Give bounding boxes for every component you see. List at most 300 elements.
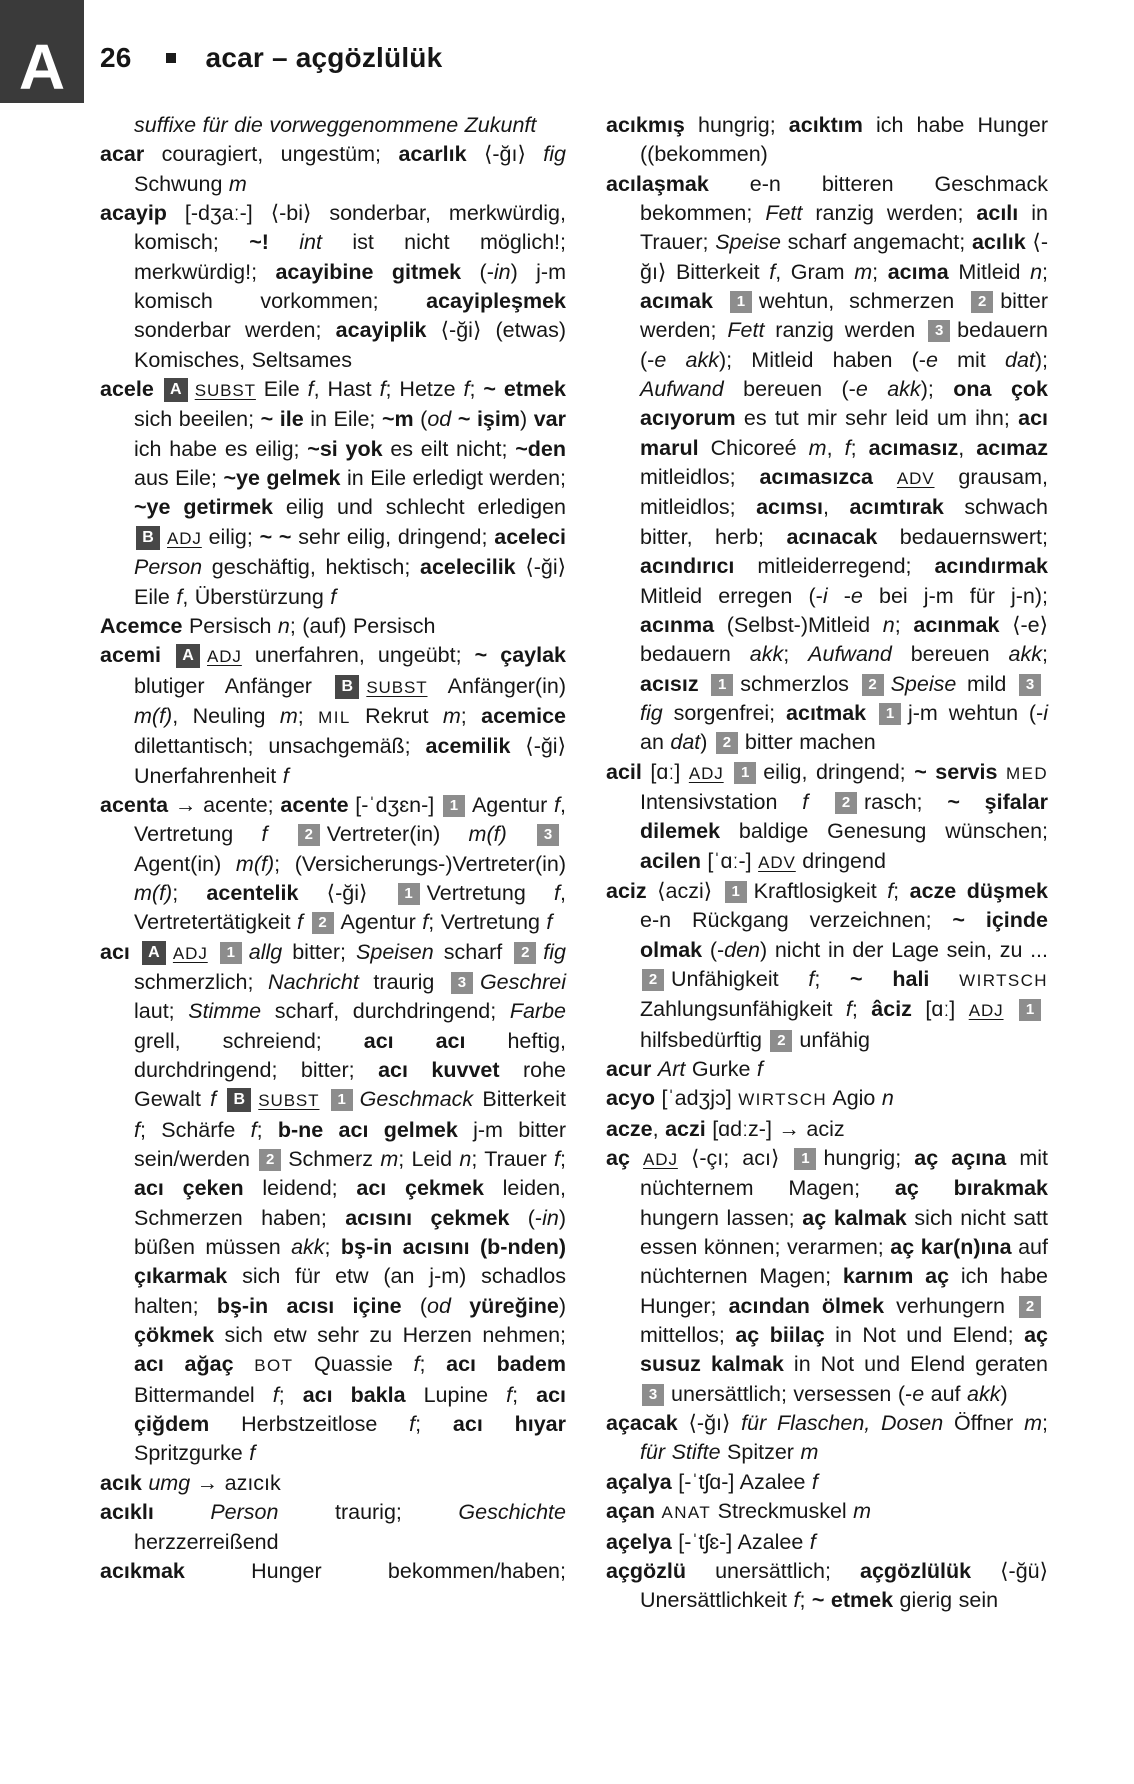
entry-text: m — [380, 1147, 399, 1172]
sense-number-marker: 1 — [1019, 999, 1041, 1021]
entry-bold-text: yüreğine — [469, 1293, 559, 1318]
entry-text: - — [827, 583, 851, 608]
entry-text: ; — [560, 1147, 566, 1172]
entry-text: mittellos; — [640, 1323, 736, 1348]
entry-text: Bitterkeit — [473, 1087, 566, 1112]
subject-label: ANAT — [661, 1503, 712, 1523]
entry-text: f — [802, 789, 809, 814]
entry-text: f — [249, 1441, 256, 1466]
entry-text: ( — [413, 407, 428, 432]
entry-text: Rekrut — [350, 703, 443, 728]
entry-text: f — [409, 1412, 416, 1437]
entry-text: ; — [512, 1382, 537, 1407]
entry-bold-text: acı çeken — [134, 1176, 244, 1201]
entry-text — [1004, 997, 1017, 1021]
entry-text: m(f) — [134, 703, 173, 728]
entry-bold-text: acınma — [640, 612, 715, 637]
dictionary-entry-acenta — [100, 791, 566, 938]
entry-text: , — [823, 495, 850, 520]
entry-text: mild — [956, 671, 1017, 696]
entry-text: grausam, mitleidlos; — [640, 465, 1048, 520]
entry-text: od — [426, 1293, 451, 1318]
entry-bold-text: ~si yok — [307, 436, 383, 461]
pos-label: ADV — [758, 852, 796, 872]
entry-text: umg — [148, 1470, 191, 1495]
entry-text: , — [958, 435, 977, 460]
entry-text: ⟨-ğı⟩ — [677, 1411, 742, 1436]
entry-text: ) — [1000, 1381, 1008, 1406]
entry-text: m — [808, 435, 827, 460]
entry-text: m(f) — [235, 851, 275, 876]
subject-label: WIRTSCH — [959, 970, 1048, 990]
entry-text: mit — [937, 347, 1005, 372]
entry-text — [866, 701, 877, 725]
subject-label: WIRTSCH — [738, 1090, 828, 1110]
entry-text: f — [554, 880, 561, 905]
entry-text: m — [279, 703, 298, 728]
entry-text: [ˈadʒjɔ] — [655, 1086, 739, 1111]
entry-text: ; — [460, 703, 482, 728]
sense-letter-marker: B — [335, 675, 359, 699]
entry-text: [-ˈtʃɛ-] Azalee — [671, 1529, 810, 1554]
entry-text: es eilt nicht; — [382, 436, 516, 461]
dictionary-entry-suffix-note — [100, 111, 566, 140]
entry-text: f — [463, 377, 470, 402]
entry-text: bitter; — [282, 939, 357, 964]
entry-text: rasch; — [863, 789, 948, 814]
pos-label: ADJ — [688, 763, 724, 783]
pos-label: ADJ — [643, 1150, 678, 1170]
entry-text: f — [811, 1469, 818, 1494]
entry-text: f — [809, 1529, 816, 1554]
entry-text: Aufwand — [808, 642, 892, 667]
subject-label: BOT — [254, 1356, 294, 1376]
entry-text: Chicoreé — [698, 435, 809, 460]
entry-text: verhungern — [884, 1293, 1018, 1318]
entry-bold-text: acı badem — [446, 1352, 566, 1377]
entry-text: rohe Gewalt — [134, 1058, 566, 1112]
entry-text: akk — [749, 642, 784, 667]
entry-bold-text: acıktım — [788, 113, 863, 137]
entry-text — [130, 940, 140, 964]
entry-text: f — [769, 259, 776, 284]
entry-bold-text: var — [533, 407, 566, 432]
entry-bold-text: ~ etmek — [483, 377, 566, 402]
entry-bold-text: acı — [100, 939, 130, 964]
entry-text: Speise — [715, 230, 781, 255]
entry-bold-text: aç bırakmak — [894, 1176, 1048, 1201]
entry-text: ranzig werden — [764, 318, 927, 343]
entry-text: , Hast — [313, 377, 380, 402]
dictionary-entry-acemce — [100, 612, 566, 641]
entry-bold-text: aciz — [606, 878, 647, 903]
entry-text: ) — [519, 407, 534, 432]
entry-bold-text: ~ servis — [914, 759, 998, 784]
entry-text: (- — [509, 1205, 543, 1230]
entry-text — [234, 1352, 255, 1376]
entry-text: n — [881, 1086, 894, 1111]
entry-text: f — [210, 1087, 217, 1112]
entry-text: Streckmuskel — [711, 1499, 854, 1524]
entry-text: scharf, durchdringend; — [261, 999, 510, 1024]
entry-text: unersättlich; versessen (- — [671, 1381, 913, 1406]
entry-bold-text: aç kalmak — [802, 1205, 907, 1230]
entry-text — [699, 672, 710, 696]
entry-text: f — [808, 966, 815, 991]
page-number: 26 — [100, 42, 132, 73]
entry-bold-text: ~ ile — [260, 407, 304, 432]
entry-bold-text: ~den — [515, 436, 566, 461]
entry-bold-text: ~ işim — [457, 407, 520, 432]
entry-text: Farbe — [509, 999, 566, 1024]
pos-label: ADJ — [172, 943, 208, 963]
entry-text: j-m wehtun (- — [908, 700, 1044, 725]
entry-bold-text: acı çekmek — [356, 1176, 484, 1201]
entry-text: bitter machen — [744, 730, 876, 755]
entry-text: herzzerreißend — [134, 1529, 279, 1554]
entry-bold-text: ~ etmek — [811, 1588, 894, 1613]
entry-text: ); — [920, 377, 954, 402]
entry-bold-text: acısız — [640, 671, 699, 696]
entry-bold-text: acındırıcı — [640, 554, 735, 579]
entry-text: Unfähigkeit — [671, 966, 809, 991]
entry-bold-text: acarlık — [398, 142, 467, 167]
page-header — [100, 38, 442, 78]
entry-text: in Not und Elend geraten — [783, 1352, 1049, 1377]
entry-text: couragiert, ungestüm; — [144, 142, 399, 167]
entry-text: heftig, durchdringend; bitter; — [134, 1028, 567, 1082]
entry-bold-text: acentelik — [206, 880, 299, 905]
entry-text: i — [1043, 700, 1048, 725]
sense-number-marker: 1 — [725, 881, 747, 903]
entry-text: hungrig; — [823, 1146, 915, 1171]
entry-text: Eile — [255, 377, 308, 402]
entry-text: an — [640, 730, 671, 755]
entry-text — [216, 1087, 225, 1111]
entry-text: ist nicht möglich!; merkwürdig!; — [134, 230, 566, 284]
dictionary-entry-acikmak — [100, 1557, 566, 1586]
entry-text: e akk — [855, 377, 921, 402]
entry-text: eilig und schlecht erledigen — [272, 495, 566, 520]
entry-text: [-ˈtʃɑ-] Azalee — [671, 1469, 812, 1494]
entry-bold-text: aczi — [665, 1116, 706, 1141]
entry-bold-text: acıklı — [100, 1500, 154, 1525]
entry-text: ; — [324, 1235, 341, 1260]
sense-number-marker: 2 — [862, 674, 884, 696]
entry-bold-text: ~ye getirmek — [134, 495, 273, 520]
entry-text: sonderbar werden; — [134, 318, 336, 343]
entry-bold-text: acınacak — [786, 524, 878, 549]
entry-text: Öffner — [943, 1411, 1025, 1436]
entry-text: für Stifte — [640, 1440, 721, 1465]
entry-text: ; — [799, 1588, 812, 1613]
entry-bold-text: acilen — [640, 848, 701, 873]
entry-text: j-m bitter sein/werden — [134, 1117, 567, 1172]
entry-bold-text: acılı — [976, 201, 1019, 226]
entry-text: Schmerz — [288, 1147, 381, 1172]
entry-text: Nachricht — [268, 969, 359, 994]
entry-text: ; — [415, 1412, 453, 1437]
entry-text — [208, 940, 218, 964]
sense-number-marker: 2 — [971, 291, 993, 313]
entry-bold-text: acılaşmak — [606, 171, 709, 196]
entry-bold-text: acılık — [971, 230, 1026, 255]
entry-text: Agentur — [471, 792, 555, 817]
sense-number-marker: 2 — [298, 824, 320, 846]
entry-text: Persisch — [182, 613, 278, 638]
entry-text: f — [506, 1382, 513, 1407]
entry-text: suffixe für die vorweggenommene Zukunft — [134, 113, 537, 137]
entry-text: ) nicht in der Lage sein, zu ... — [760, 937, 1048, 962]
entry-text: grell, schreiend; — [134, 1028, 364, 1053]
sense-letter-marker: B — [227, 1088, 251, 1112]
entry-bold-text: acından ölmek — [728, 1293, 885, 1318]
entry-text: f — [844, 435, 851, 460]
entry-text: e — [925, 347, 938, 372]
entry-text: ich habe Hunger; — [640, 1264, 1048, 1318]
entry-text: [ˈɑː-] — [700, 848, 759, 873]
entry-bold-text: aç — [606, 1146, 630, 1171]
entry-text: Lupine — [405, 1382, 507, 1407]
pos-label: SUBST — [194, 381, 256, 401]
entry-text: ; — [172, 880, 207, 905]
entry-text: ; (auf) Persisch — [289, 613, 436, 638]
entry-text: ⟨-ğı⟩ — [466, 142, 544, 167]
subject-label: MIL — [318, 707, 351, 727]
entry-text: traurig — [358, 969, 449, 994]
entry-bold-text: açelya — [606, 1529, 672, 1554]
entry-text: ⟨-ğü⟩ Unersättlichkeit — [640, 1558, 1048, 1613]
entry-text: geschäftig, hektisch; — [202, 555, 420, 580]
entry-text: Person — [134, 555, 203, 580]
entry-text: ; Leid — [398, 1147, 460, 1172]
entry-text: e-n bitteren Geschmack bekommen; — [640, 171, 1048, 226]
dictionary-entry-acar — [100, 140, 566, 199]
entry-text: bedauern (- — [640, 318, 1048, 372]
entry-text: Fett — [765, 201, 803, 226]
entry-text: ich habe es eilig; — [134, 436, 308, 461]
entry-text: f — [250, 1117, 257, 1142]
entry-text: für Flaschen, Dosen — [741, 1411, 944, 1436]
sense-letter-marker: B — [136, 526, 160, 550]
entry-text: Agent(in) — [134, 851, 236, 876]
entry-text: akk — [1008, 642, 1043, 667]
entry-bold-text: aç biilaç — [735, 1323, 825, 1348]
entry-bold-text: acımsı — [756, 495, 823, 520]
entry-text: n — [277, 613, 290, 638]
dictionary-entry-acalya — [606, 1468, 1048, 1497]
entry-text: sich beeilen; — [134, 407, 261, 432]
entry-text — [319, 1087, 328, 1111]
entry-text: m(f) — [468, 822, 507, 847]
entry-text: f — [297, 910, 304, 935]
entry-text — [808, 790, 833, 814]
entry-text: Speisen — [356, 939, 434, 964]
dictionary-entry-acik — [100, 1469, 566, 1498]
entry-bold-text: acı çiğdem — [134, 1382, 566, 1437]
sense-number-marker: 1 — [443, 795, 465, 817]
entry-bold-text: acıkmış — [606, 113, 685, 137]
entry-text — [929, 967, 959, 991]
entry-text: blutiger Anfänger — [134, 673, 334, 698]
entry-text: akk — [967, 1381, 1001, 1406]
entry-text: Gurke — [685, 1057, 757, 1081]
entry-text: bereuen — [891, 642, 1009, 667]
entry-text: ; — [469, 377, 484, 402]
entry-text: mitleidlos; — [640, 465, 760, 490]
entry-text: , Vertretung — [134, 792, 566, 847]
sense-number-marker: 2 — [514, 942, 536, 964]
entry-text: f — [176, 584, 183, 609]
entry-text: Geschrei — [479, 969, 566, 994]
entry-text: ; — [783, 642, 809, 667]
entry-text: ; — [893, 878, 910, 903]
entry-text: dilettantisch; unsachgemäß; — [134, 734, 426, 759]
entry-text: , — [826, 435, 845, 460]
sense-number-marker: 1 — [220, 942, 242, 964]
entry-text: mitleiderregend; — [734, 554, 935, 579]
entry-bold-text: acımtırak — [849, 495, 944, 520]
entry-text: ; Trauer — [471, 1147, 555, 1172]
entry-bold-text: acze düşmek — [909, 878, 1048, 903]
entry-text: ) — [558, 1293, 566, 1318]
entry-bold-text: acelecilik — [420, 555, 516, 580]
sense-number-marker: 1 — [331, 1089, 353, 1111]
entry-bold-text: açalya — [606, 1469, 672, 1494]
entry-text: sich etw sehr zu Herzen nehmen; — [214, 1323, 566, 1348]
entry-text: m — [800, 1440, 819, 1465]
entry-text: f — [793, 1588, 800, 1613]
entry-text: hungern lassen; — [640, 1205, 803, 1230]
headword-range: acar – açgözlülük — [205, 42, 443, 73]
pos-label: ADJ — [968, 1001, 1004, 1021]
entry-text: scharf — [433, 939, 513, 964]
entry-text: sorgenfrei; — [662, 700, 787, 725]
entry-text: ; — [1042, 1411, 1048, 1436]
entry-text: sich für etw (an j-m) schadlos halten; — [134, 1264, 566, 1318]
entry-text: dringend — [795, 848, 886, 873]
entry-text: [ɑː] — [641, 759, 689, 784]
square-bullet-icon — [166, 53, 176, 63]
entry-text — [724, 760, 733, 784]
entry-text: dat — [1004, 347, 1035, 372]
entry-text: ; — [419, 1352, 447, 1377]
entry-text: int — [299, 230, 322, 255]
entry-text: Quassie — [293, 1352, 414, 1377]
entry-text: ) — [700, 730, 714, 755]
entry-text: ; — [297, 703, 319, 728]
entry-text — [630, 1146, 643, 1170]
entry-text: schwach bitter, herb; — [640, 495, 1048, 549]
entry-text: Person — [210, 1500, 279, 1525]
entry-text: bereuen (- — [723, 377, 856, 402]
entry-bold-text: ~! — [249, 230, 269, 255]
entry-bold-text: acemice — [481, 703, 567, 728]
entry-text — [507, 822, 535, 846]
entry-text: f — [546, 910, 553, 935]
sense-letter-marker: A — [176, 644, 200, 668]
entry-text: ; — [814, 966, 851, 991]
entry-text: ⟨-ğı⟩ Bitterkeit — [640, 230, 1048, 284]
entry-bold-text: açgözlü — [606, 1558, 687, 1583]
entry-bold-text: aç açına — [914, 1146, 1007, 1171]
entry-text — [154, 1500, 211, 1524]
entry-text: Stimme — [188, 999, 262, 1024]
entry-text: f — [554, 792, 561, 817]
sense-letter-marker: A — [142, 941, 166, 965]
entry-bold-text: acıkmak — [100, 1558, 185, 1583]
entry-text: (Selbst-)Mitleid — [714, 612, 883, 637]
dictionary-entry-acze — [606, 1115, 1048, 1144]
sense-number-marker: 2 — [716, 732, 738, 754]
pos-label: SUBST — [258, 1091, 320, 1111]
entry-text: allg — [248, 939, 283, 964]
entry-text: ; Schärfe — [139, 1117, 251, 1142]
entry-bold-text: acar — [100, 142, 145, 167]
entry-bold-text: ~ içinde olmak — [640, 908, 1048, 962]
entry-text: ; — [1042, 259, 1049, 284]
entry-bold-text: Acemce — [100, 613, 183, 638]
entry-bold-text: acımaz — [976, 435, 1048, 460]
entry-text: ; Hetze — [385, 377, 464, 402]
entry-bold-text: acındırmak — [934, 554, 1048, 579]
entry-bold-text: acısını çekmek — [345, 1205, 510, 1230]
dictionary-entry-acelya — [606, 1528, 1048, 1557]
entry-text: ; — [850, 435, 869, 460]
sense-number-marker: 2 — [259, 1149, 281, 1171]
entry-text: Vertreter(in) — [326, 822, 469, 847]
entry-text: hilfsbedürftig — [640, 1027, 769, 1052]
dictionary-entry-acikmis — [606, 111, 1048, 170]
entry-bold-text: âciz — [871, 997, 912, 1022]
entry-bold-text: acınmak — [913, 612, 1000, 637]
entry-text: Mitleid — [948, 259, 1031, 284]
sense-number-marker: 2 — [312, 912, 334, 934]
entry-text: wehtun, schmerzen — [758, 289, 970, 314]
entry-text: , Gram — [775, 259, 855, 284]
entry-text: f — [272, 1382, 279, 1407]
dictionary-entry-acyo — [606, 1084, 1048, 1114]
entry-bold-text: acıtmak — [786, 700, 867, 725]
entry-text: ich habe Hunger ((bekommen) — [640, 113, 1048, 167]
entry-bold-text: açgözlülük — [860, 1558, 972, 1583]
dictionary-entry-acele — [100, 375, 566, 612]
entry-bold-text: ~ şifalar dilemek — [640, 789, 1048, 844]
entry-text: auf — [924, 1381, 967, 1406]
entry-text: f — [282, 763, 289, 788]
dictionary-entry-acayip — [100, 199, 566, 375]
entry-text: fig — [640, 700, 663, 725]
entry-text: f — [307, 377, 314, 402]
entry-text: Aufwand — [640, 377, 724, 402]
entry-text: e-n Rückgang verzeichnen; — [640, 908, 953, 933]
entry-text: Intensivstation — [640, 789, 803, 814]
entry-bold-text: acık — [100, 1470, 142, 1495]
entry-bold-text: acur — [606, 1057, 652, 1081]
pos-label: ADJ — [207, 647, 242, 667]
entry-text: in Trauer; — [640, 201, 1048, 255]
pos-label: ADV — [896, 469, 935, 489]
entry-text: Hunger bekommen/haben; — [184, 1558, 566, 1583]
section-letter-tab — [0, 0, 84, 103]
entry-text: ( — [401, 1293, 427, 1318]
pos-label: ADJ — [167, 528, 202, 548]
dictionary-entry-acemi — [100, 641, 566, 791]
entry-text — [997, 760, 1006, 784]
entry-text: od — [427, 407, 452, 432]
entry-text: bitter werden; — [640, 289, 1048, 343]
entry-text — [269, 230, 299, 254]
